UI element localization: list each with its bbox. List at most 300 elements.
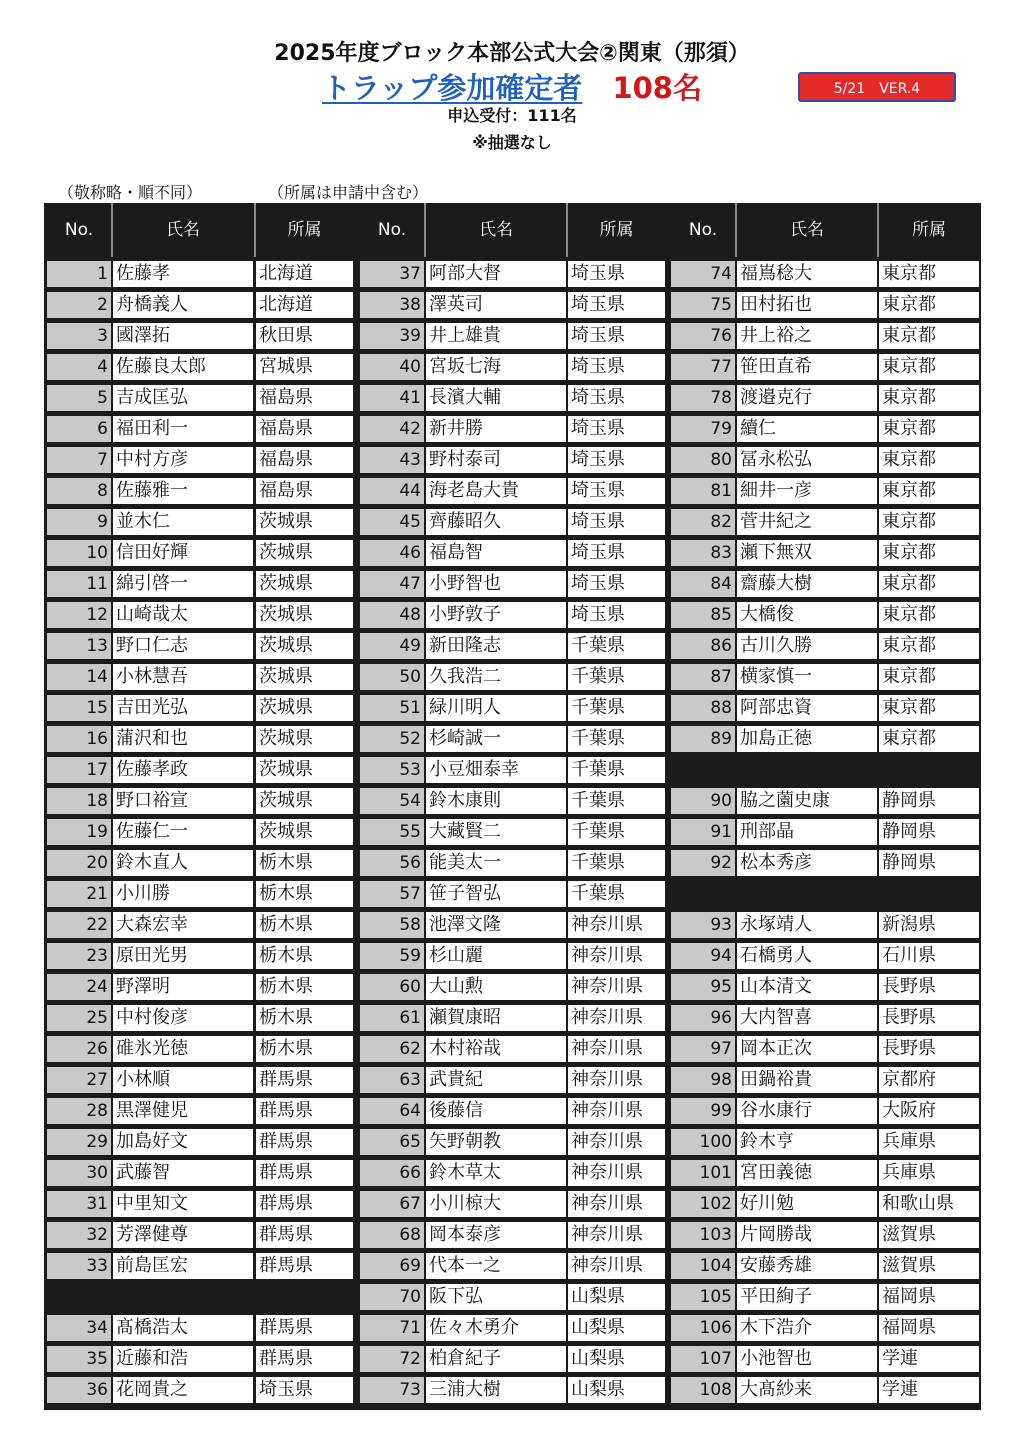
entry-name: 吉田光弘	[113, 695, 253, 721]
entry-affiliation: 千葉県	[568, 664, 665, 690]
entry-name: 芳澤健尊	[113, 1222, 253, 1248]
entry-affiliation: 埼玉県	[568, 509, 665, 535]
table-row	[358, 1188, 669, 1219]
separator-row	[669, 754, 981, 785]
entry-number: 68	[360, 1222, 424, 1248]
entry-name: 瀬賀康昭	[426, 1005, 566, 1031]
table-row	[358, 475, 669, 506]
entry-affiliation: 山梨県	[568, 1315, 665, 1341]
entry-affiliation: 群馬県	[256, 1346, 353, 1372]
table-row	[669, 692, 981, 723]
entry-affiliation: 山梨県	[568, 1284, 665, 1310]
entry-name: 澤英司	[426, 292, 566, 318]
entry-number: 36	[47, 1377, 111, 1403]
table-column-1	[44, 203, 358, 1410]
table-row	[669, 413, 981, 444]
entry-number: 77	[671, 354, 735, 380]
entry-affiliation: 学連	[879, 1377, 979, 1403]
entry-affiliation: 群馬県	[256, 1098, 353, 1124]
entry-name: 齋藤大樹	[737, 571, 877, 597]
entry-number: 27	[47, 1067, 111, 1093]
table-row	[358, 289, 669, 320]
entry-name: 大内智喜	[737, 1005, 877, 1031]
header-affiliation: 所属	[287, 220, 322, 240]
table-row	[44, 630, 358, 661]
table-row	[358, 785, 669, 816]
entry-name: 小野智也	[426, 571, 566, 597]
entry-number: 84	[671, 571, 735, 597]
entry-number: 101	[671, 1160, 735, 1186]
table-row	[669, 940, 981, 971]
entry-name: 福田利一	[113, 416, 253, 442]
entry-number: 65	[360, 1129, 424, 1155]
entry-name: 小林順	[113, 1067, 253, 1093]
entry-name: 福島智	[426, 540, 566, 566]
entry-affiliation: 茨城県	[256, 540, 353, 566]
table-row	[44, 723, 358, 754]
table-row	[669, 909, 981, 940]
table-row	[669, 1157, 981, 1188]
entry-affiliation: 東京都	[879, 416, 979, 442]
table-body	[44, 258, 358, 1405]
table-row	[669, 971, 981, 1002]
entry-name: 加島好文	[113, 1129, 253, 1155]
entry-name: 小川椋大	[426, 1191, 566, 1217]
table-row	[669, 537, 981, 568]
entry-affiliation: 長野県	[879, 1005, 979, 1031]
table-row	[358, 1064, 669, 1095]
entry-number: 26	[47, 1036, 111, 1062]
entry-name: 平田絢子	[737, 1284, 877, 1310]
participant-count: 108名	[612, 71, 702, 105]
table-row	[358, 1157, 669, 1188]
table-row	[44, 692, 358, 723]
header-no: No.	[377, 220, 407, 240]
entry-name: 小野敦子	[426, 602, 566, 628]
table-row	[358, 1250, 669, 1281]
table-column-2	[358, 203, 669, 1410]
entry-name: 阪下弘	[426, 1284, 566, 1310]
entry-name: 刑部晶	[737, 819, 877, 845]
entry-name: 海老島大貴	[426, 478, 566, 504]
entry-name: 信田好輝	[113, 540, 253, 566]
header-name: 氏名	[479, 220, 513, 240]
separator-row	[44, 1281, 358, 1312]
table-row	[44, 382, 358, 413]
document-title: 2025年度ブロック本部公式大会②関東（那須）	[274, 41, 750, 66]
entry-affiliation: 千葉県	[568, 881, 665, 907]
entry-number: 71	[360, 1315, 424, 1341]
entry-affiliation: 茨城県	[256, 788, 353, 814]
entry-name: 柏倉紀子	[426, 1346, 566, 1372]
entry-affiliation: 茨城県	[256, 726, 353, 752]
entry-affiliation: 茨城県	[256, 695, 353, 721]
entry-name: 並木仁	[113, 509, 253, 535]
entry-affiliation: 神奈川県	[568, 1005, 665, 1031]
table-row	[669, 1033, 981, 1064]
entry-number: 62	[360, 1036, 424, 1062]
entry-affiliation: 大阪府	[879, 1098, 979, 1124]
entry-affiliation: 神奈川県	[568, 1222, 665, 1248]
entry-name: 舟橋義人	[113, 292, 253, 318]
table-row	[44, 568, 358, 599]
entry-name: 能美太一	[426, 850, 566, 876]
entry-affiliation: 静岡県	[879, 850, 979, 876]
table-row	[358, 320, 669, 351]
entry-name: 後藤信	[426, 1098, 566, 1124]
entry-number: 79	[671, 416, 735, 442]
table-row	[44, 1312, 358, 1343]
entry-number: 55	[360, 819, 424, 845]
entry-name: 中村方彦	[113, 447, 253, 473]
entry-affiliation: 栃木県	[256, 850, 353, 876]
entry-name: 細井一彦	[737, 478, 877, 504]
entry-number: 67	[360, 1191, 424, 1217]
entry-name: 小林慧吾	[113, 664, 253, 690]
entry-name: 脇之薗史康	[737, 788, 877, 814]
entry-affiliation: 千葉県	[568, 757, 665, 783]
table-row	[44, 940, 358, 971]
entry-number: 50	[360, 664, 424, 690]
entry-name: 井上裕之	[737, 323, 877, 349]
entry-number: 14	[47, 664, 111, 690]
table-row	[669, 1312, 981, 1343]
entry-name: 笹子智弘	[426, 881, 566, 907]
table-row	[669, 1343, 981, 1374]
table-row	[44, 661, 358, 692]
table-row	[44, 1219, 358, 1250]
table-body	[358, 258, 669, 1405]
entry-number: 16	[47, 726, 111, 752]
entry-affiliation: 長野県	[879, 1036, 979, 1062]
table-row	[44, 754, 358, 785]
entry-affiliation: 茨城県	[256, 509, 353, 535]
entry-name: 小豆畑泰幸	[426, 757, 566, 783]
entry-number: 58	[360, 912, 424, 938]
entry-name: 野澤明	[113, 974, 253, 1000]
entry-number: 12	[47, 602, 111, 628]
entry-name: 大山勲	[426, 974, 566, 1000]
table-row	[358, 413, 669, 444]
entry-name: 蒲沢和也	[113, 726, 253, 752]
header-divider	[424, 203, 426, 257]
entry-name: 岡本泰彦	[426, 1222, 566, 1248]
entry-affiliation: 千葉県	[568, 726, 665, 752]
table-row	[44, 506, 358, 537]
entry-number: 19	[47, 819, 111, 845]
entry-number: 47	[360, 571, 424, 597]
entry-number: 105	[671, 1284, 735, 1310]
entry-number: 4	[47, 354, 111, 380]
entry-number: 34	[47, 1315, 111, 1341]
entry-name: 宮坂七海	[426, 354, 566, 380]
entry-name: 代本一之	[426, 1253, 566, 1279]
entry-affiliation: 埼玉県	[568, 416, 665, 442]
entry-affiliation: 埼玉県	[256, 1377, 353, 1403]
entry-number: 64	[360, 1098, 424, 1124]
entry-name: 續仁	[737, 416, 877, 442]
entry-number: 69	[360, 1253, 424, 1279]
table-row	[669, 1126, 981, 1157]
table-row	[358, 878, 669, 909]
entry-name: 近藤和浩	[113, 1346, 253, 1372]
table-row	[669, 506, 981, 537]
entry-number: 28	[47, 1098, 111, 1124]
entry-number: 3	[47, 323, 111, 349]
entry-number: 38	[360, 292, 424, 318]
entry-number: 6	[47, 416, 111, 442]
entry-name: 矢野朝教	[426, 1129, 566, 1155]
entry-name: 鈴木亨	[737, 1129, 877, 1155]
header-divider	[735, 203, 737, 257]
table-row	[44, 1095, 358, 1126]
entry-name: 前島匡宏	[113, 1253, 253, 1279]
table-row	[358, 1002, 669, 1033]
entry-number: 53	[360, 757, 424, 783]
table-row	[358, 568, 669, 599]
entry-affiliation: 東京都	[879, 664, 979, 690]
entry-affiliation: 新潟県	[879, 912, 979, 938]
entry-number: 59	[360, 943, 424, 969]
table-row	[358, 971, 669, 1002]
entry-affiliation: 千葉県	[568, 788, 665, 814]
entry-affiliation: 栃木県	[256, 1005, 353, 1031]
entry-affiliation: 東京都	[879, 509, 979, 535]
entry-affiliation: 千葉県	[568, 695, 665, 721]
table-row	[44, 413, 358, 444]
entry-number: 5	[47, 385, 111, 411]
entry-affiliation: 栃木県	[256, 881, 353, 907]
entry-number: 33	[47, 1253, 111, 1279]
entry-number: 78	[671, 385, 735, 411]
table-row	[44, 1250, 358, 1281]
entry-number: 97	[671, 1036, 735, 1062]
entry-number: 72	[360, 1346, 424, 1372]
table-row	[44, 847, 358, 878]
table-row	[44, 444, 358, 475]
entry-affiliation: 千葉県	[568, 850, 665, 876]
entry-name: 花岡貴之	[113, 1377, 253, 1403]
entry-number: 88	[671, 695, 735, 721]
entry-affiliation: 学連	[879, 1346, 979, 1372]
entry-name: 佐藤雅一	[113, 478, 253, 504]
entry-name: 福嶌稔大	[737, 261, 877, 287]
application-count: 申込受付：111名	[447, 106, 577, 125]
entry-number: 46	[360, 540, 424, 566]
table-row	[669, 661, 981, 692]
entry-affiliation: 群馬県	[256, 1129, 353, 1155]
entry-number: 23	[47, 943, 111, 969]
table-row	[44, 475, 358, 506]
entry-name: 髙橋浩太	[113, 1315, 253, 1341]
table-row	[358, 1095, 669, 1126]
table-row	[669, 289, 981, 320]
table-row	[669, 1188, 981, 1219]
entry-affiliation: 秋田県	[256, 323, 353, 349]
table-row	[44, 1064, 358, 1095]
entry-affiliation: 栃木県	[256, 974, 353, 1000]
entry-number: 91	[671, 819, 735, 845]
entry-name: 佐藤孝	[113, 261, 253, 287]
table-row	[44, 1343, 358, 1374]
entry-name: 大藏賢二	[426, 819, 566, 845]
entry-number: 98	[671, 1067, 735, 1093]
table-row	[44, 1188, 358, 1219]
entry-name: 武藤智	[113, 1160, 253, 1186]
entry-affiliation: 茨城県	[256, 664, 353, 690]
entry-name: 山本清文	[737, 974, 877, 1000]
table-row	[358, 940, 669, 971]
table-column-3	[669, 203, 981, 1410]
entry-number: 7	[47, 447, 111, 473]
entry-number: 44	[360, 478, 424, 504]
table-row	[44, 599, 358, 630]
header-name: 氏名	[790, 220, 824, 240]
table-row	[669, 785, 981, 816]
entry-name: 菅井紀之	[737, 509, 877, 535]
entry-number: 52	[360, 726, 424, 752]
entry-affiliation: 東京都	[879, 292, 979, 318]
entry-affiliation: 宮城県	[256, 354, 353, 380]
entry-affiliation: 埼玉県	[568, 571, 665, 597]
entry-number: 21	[47, 881, 111, 907]
entry-number: 73	[360, 1377, 424, 1403]
entry-affiliation: 東京都	[879, 478, 979, 504]
entry-affiliation: 神奈川県	[568, 943, 665, 969]
entry-affiliation: 神奈川県	[568, 974, 665, 1000]
entry-name: 三浦大樹	[426, 1377, 566, 1403]
entry-name: 武貴紀	[426, 1067, 566, 1093]
entry-number: 81	[671, 478, 735, 504]
entry-name: 長濱大輔	[426, 385, 566, 411]
entry-name: 鈴木康則	[426, 788, 566, 814]
entry-affiliation: 東京都	[879, 726, 979, 752]
entry-affiliation: 石川県	[879, 943, 979, 969]
table-row	[358, 754, 669, 785]
entry-number: 40	[360, 354, 424, 380]
header-divider	[254, 203, 256, 257]
table-row	[358, 1312, 669, 1343]
entry-number: 41	[360, 385, 424, 411]
entry-number: 93	[671, 912, 735, 938]
table-row	[358, 723, 669, 754]
entry-number: 22	[47, 912, 111, 938]
entry-name: 井上雄貴	[426, 323, 566, 349]
header-divider	[877, 203, 879, 257]
entry-name: 笹田直希	[737, 354, 877, 380]
table-row	[669, 351, 981, 382]
table-row	[44, 816, 358, 847]
entry-affiliation: 兵庫県	[879, 1160, 979, 1186]
entry-affiliation: 茨城県	[256, 633, 353, 659]
table-row	[669, 1002, 981, 1033]
entry-name: 横家慎一	[737, 664, 877, 690]
table-row	[358, 1219, 669, 1250]
entry-number: 89	[671, 726, 735, 752]
entry-number: 18	[47, 788, 111, 814]
entry-affiliation: 栃木県	[256, 1036, 353, 1062]
table-row	[669, 320, 981, 351]
entry-number: 20	[47, 850, 111, 876]
entry-number: 56	[360, 850, 424, 876]
table-row	[44, 258, 358, 289]
table-row	[44, 351, 358, 382]
entry-name: 佐藤良太郎	[113, 354, 253, 380]
entry-affiliation: 群馬県	[256, 1160, 353, 1186]
table-row	[669, 599, 981, 630]
entry-affiliation: 埼玉県	[568, 292, 665, 318]
table-row	[358, 847, 669, 878]
table-row	[44, 1002, 358, 1033]
entry-number: 82	[671, 509, 735, 535]
entry-number: 76	[671, 323, 735, 349]
entry-number: 95	[671, 974, 735, 1000]
entry-affiliation: 和歌山県	[879, 1191, 979, 1217]
entry-name: 田村拓也	[737, 292, 877, 318]
entry-affiliation: 神奈川県	[568, 1036, 665, 1062]
entry-affiliation: 神奈川県	[568, 1191, 665, 1217]
entry-affiliation: 茨城県	[256, 819, 353, 845]
entry-name: 鈴木草太	[426, 1160, 566, 1186]
entry-number: 43	[360, 447, 424, 473]
entry-number: 37	[360, 261, 424, 287]
table-row	[44, 320, 358, 351]
separator-row	[669, 878, 981, 909]
entry-affiliation: 茨城県	[256, 571, 353, 597]
entry-name: 山崎哉太	[113, 602, 253, 628]
entry-affiliation: 北海道	[256, 261, 353, 287]
entry-number: 9	[47, 509, 111, 535]
entry-number: 11	[47, 571, 111, 597]
table-row	[358, 816, 669, 847]
entry-name: 片岡勝哉	[737, 1222, 877, 1248]
version-badge: 5/21 VER.4	[798, 72, 956, 102]
entry-affiliation: 神奈川県	[568, 1160, 665, 1186]
entry-name: 池澤文隆	[426, 912, 566, 938]
entry-affiliation: 埼玉県	[568, 540, 665, 566]
entry-name: 緑川明人	[426, 695, 566, 721]
entry-number: 107	[671, 1346, 735, 1372]
entry-name: 久我浩二	[426, 664, 566, 690]
entry-name: 中里知文	[113, 1191, 253, 1217]
table-row	[358, 1281, 669, 1312]
entry-affiliation: 東京都	[879, 323, 979, 349]
entry-affiliation: 埼玉県	[568, 447, 665, 473]
entry-name: 大橋俊	[737, 602, 877, 628]
entry-affiliation: 群馬県	[256, 1191, 353, 1217]
entry-affiliation: 静岡県	[879, 788, 979, 814]
entry-name: 阿部大督	[426, 261, 566, 287]
table-body	[669, 258, 981, 1405]
entry-affiliation: 東京都	[879, 261, 979, 287]
entry-name: 綿引啓一	[113, 571, 253, 597]
table-row	[358, 537, 669, 568]
table-row	[669, 475, 981, 506]
entry-name: 宮田義徳	[737, 1160, 877, 1186]
table-row	[358, 630, 669, 661]
entry-name: 大森宏幸	[113, 912, 253, 938]
entry-number: 66	[360, 1160, 424, 1186]
entry-number: 61	[360, 1005, 424, 1031]
table-row	[669, 444, 981, 475]
entry-affiliation: 福島県	[256, 478, 353, 504]
entry-affiliation: 福岡県	[879, 1284, 979, 1310]
entry-number: 87	[671, 664, 735, 690]
entry-affiliation: 群馬県	[256, 1222, 353, 1248]
entry-number: 108	[671, 1377, 735, 1403]
entry-affiliation: 埼玉県	[568, 385, 665, 411]
table-row	[358, 692, 669, 723]
